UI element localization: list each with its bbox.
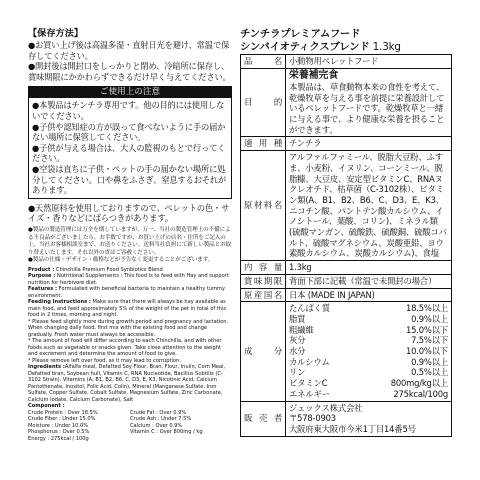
left-column — [28, 28, 232, 442]
en-features: Features : Formulated with beneficial bacteria to maintain a healthy tummy environment. — [28, 286, 226, 299]
warning-box — [28, 86, 232, 198]
spec-row-ingredients: 原材料名 アルファルファミール、脱脂大豆粉、ふすま、小麦粉、イヌリン、コーンミール、脱脂糠、大豆皮、安定型ビタミンC、RNAヌクレオチド、枯草菌（C-3102株）、ビタミン類(A、B1、B2、B6、C、D3、E、K3、ニコチン酸、パントテン酸カルシウム、イノシトール、葉酸、コリン)、ミネラル類(硫酸マンガン、硫酸鉄、硫酸銅、硫酸コバルト、硫酸マグネシウム、炭酸亜鉛、ヨウ素酸カルシウム、炭酸カルシウム)、食塩 — [241, 151, 452, 261]
nutrition-row: 灰分 7.5%以下 — [289, 335, 448, 346]
nutrition-row: リン 0.5%以上 — [289, 367, 448, 378]
spec-row-content: 内容量 1.3kg — [241, 261, 452, 275]
seller-zip: 〒578-0903 — [289, 413, 336, 424]
spec-table — [240, 54, 452, 437]
storage-item: ●開封後は開封口をしっかりと閉め、冷暗所に保存し、賞味期限にかかわらずできるだけ早く与えてください。 — [28, 61, 231, 82]
seller-address: 大阪府東大阪市今米1丁目14番5号 — [289, 423, 416, 434]
nutrition-row: 脂質 0.9%以上 — [289, 313, 448, 324]
nutrition-row: カルシウム 0.9%以上 — [289, 356, 448, 367]
en-purpose: Purpose : Nutritional Supplements : This food is to feed with Hay and support nutrition for herbivore diet. — [28, 273, 229, 286]
english-description — [28, 267, 232, 443]
en-component-row: Moisture : Under 10.0% Calcium : Over 0.9% — [28, 422, 183, 429]
spec-row-origin: 原産国名 日本 (MADE IN JAPAN) — [241, 288, 452, 302]
warning-item: ●子供が与える場合は、大人の監視のもとで行ってください。 — [32, 142, 226, 164]
nutrition-row: エネルギー 275kcal/100g — [289, 388, 448, 399]
en-feeding-note: When changing daily food, first mix with the existing food and change gradually. Fresh water must always be accessible. — [28, 325, 208, 338]
spec-row-seller: 販売者 ジェックス株式会社 〒578-0903 大阪府東大阪市今米1丁目14番5号 — [241, 401, 452, 436]
warning-item: ●本製品はチンチラ専用です。他の目的には使用しないでください。 — [32, 100, 225, 121]
spec-row-expiry: 賞味期限 背面下部に記載（常温で未開封の場合） — [241, 274, 452, 288]
en-component-row: Crude Protein : Over 18.5% Crude Fat : Over 0.9% — [28, 409, 187, 416]
en-component-row: Crude Fiber : Under 15.0% Crude Ash : Under 7.5% — [28, 416, 192, 423]
en-feeding-note: * The amount of food will differ according to each Chinchilla, and with other foods such as vegetable or snacks given. Take close attention to the weight and excrement and determine the amount of food to give. — [28, 338, 222, 358]
nutrition-list — [286, 302, 452, 401]
note-item: ●製品の製造管理には万全を期していますが、万一、当社の製造管理上の不備による不良品がございましたら、お手数ですが、お買い上げの店名・住所をご記入の上、当社お客様相談室まで、お送りください。送料当社負担にて新しい製品とお取り替えいたします。それ以外の責はご容赦ください。 — [28, 226, 232, 256]
note-item: ●製品の仕様・デザイン・価格などが予告なく変更することがございます。 — [28, 257, 214, 264]
spec-row-name: 品 名 小動物用ペレットフード — [241, 55, 452, 69]
spec-row-nutrition: 成 分 たんぱく質 18.5%以上 脂質 0.9%以上 粗繊維 15.0%以下 灰分 7.5%以下 水分 10.0%以下 カルシウム 0.9%以上 リン 0.5%以上 ビタミンC 800mg/kg以上 エネルギー 275kcal/100g — [241, 302, 452, 401]
nutrition-row: 粗繊維 15.0%以下 — [289, 324, 448, 335]
seller-name: ジェックス株式会社 — [289, 402, 363, 413]
en-ingredients: Ingredients :Alfalfa meal, Defatted Soy Flour, Bran, Flour, Inulin, Corn Meal, Defatted bran, Soybean hull, Vitamin C, RNA Nucleotide, Bacillus Subtilis (C-3102 Strain), Vitamins (A, B1, B2, B6, C, D3, E, K3, Nicotinic Acid, Calcium Pantothenate, Inositol, Folic Acid, Colin), Mineral (Manganese Sulfate, Iron Sulfate, Copper Sulfate, Cobalt Sulfate, Magnesium Sulfate, Zinc Carbonate, Calcium Iodate, Calcium Carbonate), Salt — [28, 364, 226, 403]
product-title: チンチラプレミアムフード シンバイオティクスブレンド 1.3kg — [240, 28, 401, 53]
spec-row-species: 適用種 チンチラ — [241, 137, 452, 151]
right-column — [240, 28, 452, 437]
nutrition-row: たんぱく質 18.5%以上 — [289, 303, 448, 314]
en-component-row: Energy : 275kcal / 100g — [28, 435, 89, 442]
en-feeding-note: * Please remove left over food, as it may lead to corruption. — [28, 357, 181, 364]
en-product: Product : Chinchilla Premium Food Synbiotics Blend — [28, 266, 163, 273]
en-component-title: Component : — [28, 403, 65, 410]
en-feeding-note: * Please feed slightly more during growth period and pregnancy and lactation. — [28, 318, 229, 325]
spec-row-purpose: 目 的 栄養補完食 本製品は、草食動物本来の食性を考えて、乾燥牧草を与える事を前提に栄養設計しているペレットフードです。乾燥牧草と一緒に与える事で、より健康な栄養を摂ることができます。 — [241, 68, 452, 137]
nutrition-row: 水分 10.0%以下 — [289, 346, 448, 357]
warning-title: ご使用上の注意 — [29, 87, 231, 98]
storage-title: 【保存方法】 — [28, 28, 84, 39]
warning-item: ●子供や認知症の方が誤って食べないように手の届かない場所に保管してください。 — [32, 121, 226, 143]
warning-item: ●空袋は直ちに子供・ペットの手の届かない場所に処分してください。口や鼻をふさぎ、窒息するおそれがあります。 — [32, 163, 226, 196]
nutrition-row: ビタミンC 800mg/kg以上 — [289, 378, 448, 389]
storage-item: ●お買い上げ後は高温多湿・直射日光を避け、常温で保存してください。 — [28, 40, 230, 61]
note-item: ●天然原料を使用しておりますので、ペレットの色・サイズ・香りなどにばらつきがあります。 — [28, 202, 230, 224]
en-component-row: Phosphorus : Over 0.5% Vitamin C : Over 800mg / kg — [28, 429, 203, 436]
en-feeding: Feeding Instructions : Make sure that there will always be hay available as main food, and feed approximately 5% of the weight of the pet in total of this food in 2 times, morning and night. — [28, 299, 227, 319]
